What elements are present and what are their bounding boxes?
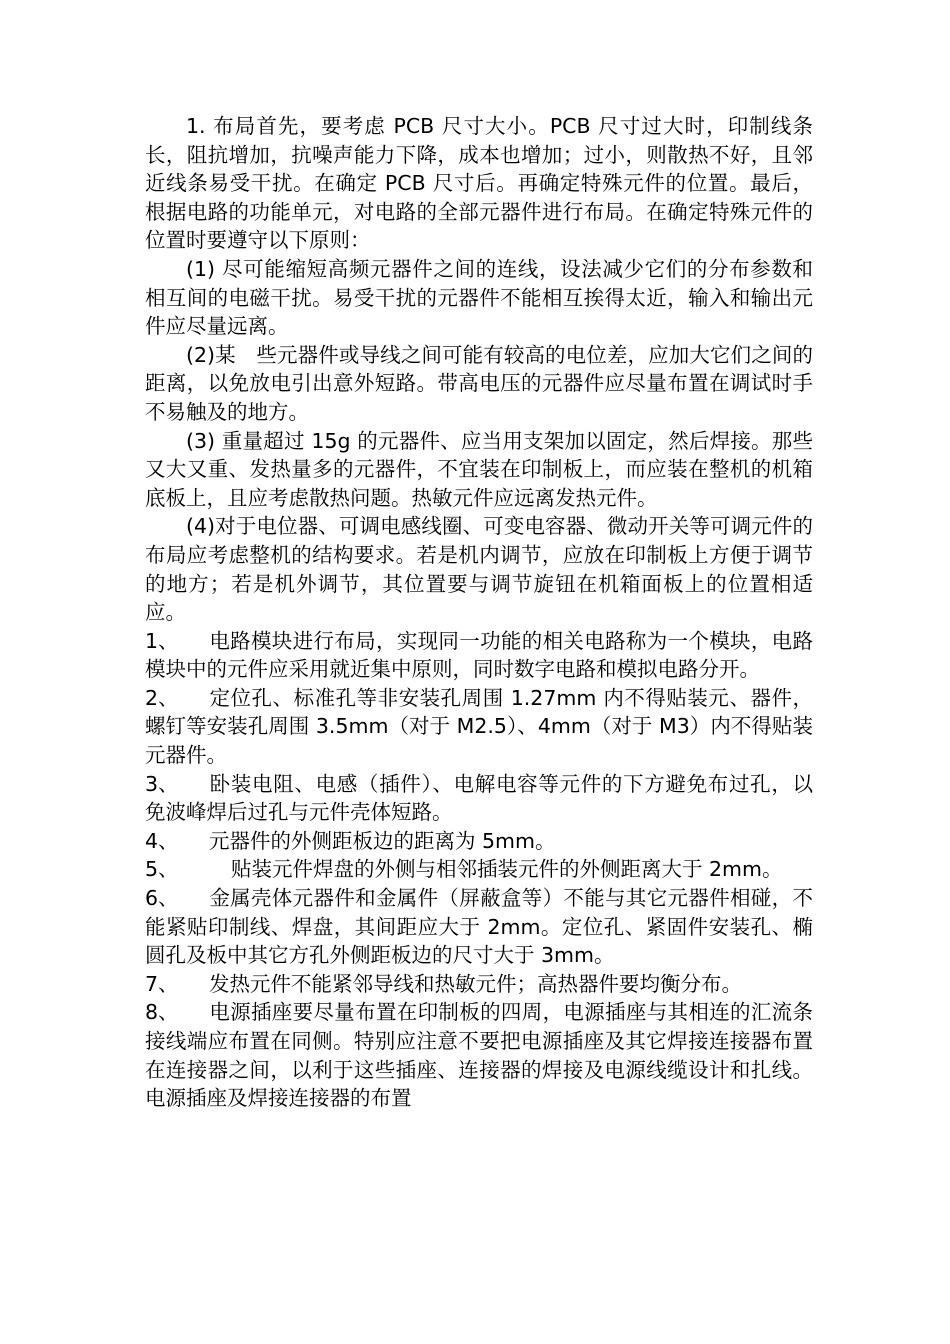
list-item xyxy=(145,684,813,770)
paragraph-rule-2: (2)某 些元器件或导线之间可能有较高的电位差，应加大它们之间的距离，以免放电引出意外短路。带高电压的元器件应尽量布置在调试时手不易触及的地方。 xyxy=(145,342,813,424)
list-item-number: 6、 xyxy=(145,886,179,911)
list-item-number: 1、 xyxy=(145,628,179,653)
document-page xyxy=(145,112,813,1113)
list-item-text: 定位孔、标准孔等非安装孔周围 1.27mm 内不得贴装元、器件，螺钉等安装孔周围 3.5mm（对于 M2.5）、4mm（对于 M3）内不得贴装元器件。 xyxy=(145,685,813,768)
list-item-text: 发热元件不能紧邻导线和热敏元件；高热器件要均衡分布。 xyxy=(209,971,742,996)
paragraph-rule-4: (4)对于电位器、可调电感线圈、可变电容器、微动开关等可调元件的布局应考虑整机的结构要求。若是机内调节，应放在印制板上方便于调节的地方；若是机外调节，其位置要与调节旋钮在机箱面板上的位置相适应。 xyxy=(145,514,813,625)
paragraph-rule-3: (3) 重量超过 15g 的元器件、应当用支架加以固定，然后焊接。那些又大又重、发热量多的元器件，不宜装在印制板上，而应装在整机的机箱底板上，且应考虑散热问题。热敏元件应远离发热元件。 xyxy=(145,428,813,510)
list-item-text: 电源插座要尽量布置在印制板的四周，电源插座与其相连的汇流条接线端应布置在同侧。特别应注意不要把电源插座及其它焊接连接器布置在连接器之间，以利于这些插座、连接器的焊接及电源线缆设计和扎线。电源插座及焊接连接器的布置 xyxy=(145,1000,813,1111)
list-item-number: 7、 xyxy=(145,971,179,996)
list-item-text: 卧装电阻、电感（插件）、电解电容等元件的下方避免布过孔，以免波峰焊后过孔与元件壳体短路。 xyxy=(145,771,813,825)
list-item xyxy=(145,627,813,684)
list-item-number: 4、 xyxy=(145,828,179,853)
list-item xyxy=(145,970,813,999)
list-item-number: 5、 xyxy=(145,857,179,882)
list-item-number: 8、 xyxy=(145,1000,179,1025)
list-item-number: 2、 xyxy=(145,685,179,710)
list-item-text: 贴装元件焊盘的外侧与相邻插装元件的外侧距离大于 2mm。 xyxy=(231,857,783,882)
list-item xyxy=(145,884,813,970)
list-item xyxy=(145,855,813,884)
list-item xyxy=(145,998,813,1112)
paragraph-rule-1: (1) 尽可能缩短高频元器件之间的连线，设法减少它们的分布参数和相互间的电磁干扰。易受干扰的元器件不能相互挨得太近，输入和输出元件应尽量远离。 xyxy=(145,256,813,339)
list-item-text: 电路模块进行布局，实现同一功能的相关电路称为一个模块，电路模块中的元件应采用就近集中原则，同时数字电路和模拟电路分开。 xyxy=(145,628,813,682)
list-item xyxy=(145,827,813,856)
list-item xyxy=(145,770,813,827)
list-item-text: 金属壳体元器件和金属件（屏蔽盒等）不能与其它元器件相碰，不能紧贴印制线、焊盘，其间距应大于 2mm。定位孔、紧固件安装孔、椭圆孔及板中其它方孔外侧距板边的尺寸大于 3mm。 xyxy=(145,886,813,968)
list-item-number: 3、 xyxy=(145,771,179,796)
paragraph-layout-intro: 1. 布局首先，要考虑 PCB 尺寸大小。PCB 尺寸过大时，印制线条长，阻抗增加，抗噪声能力下降，成本也增加；过小，则散热不好，且邻近线条易受干扰。在确定 PCB 尺寸后。再确定特殊元件的位置。最后，根据电路的功能单元，对电路的全部元器件进行布局。在确定特殊元件的位置时要遵守以下原则： xyxy=(145,114,813,253)
list-item-text: 元器件的外侧距板边的距离为 5mm。 xyxy=(209,828,556,853)
